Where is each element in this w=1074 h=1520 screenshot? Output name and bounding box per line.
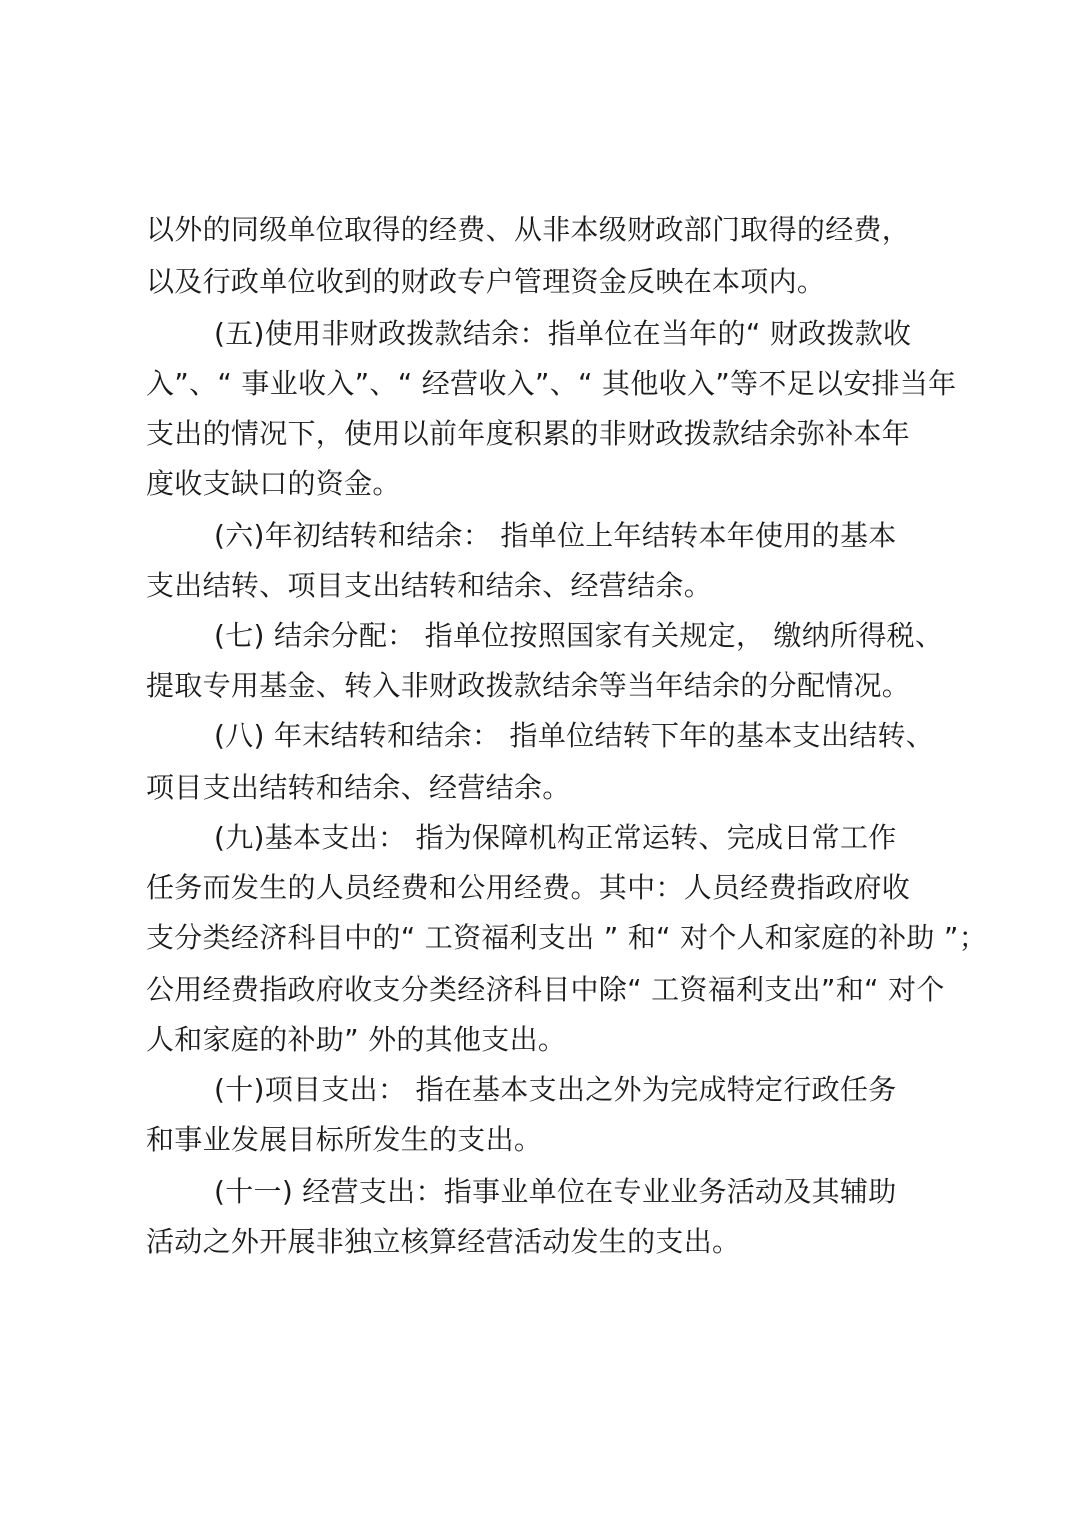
text-line: 活动之外开展非独立核算经营活动发生的支出。 [146,1225,741,1258]
text-line: 入”、“ 事业收入”、“ 经营收入”、“ 其他收入”等不足以安排当年 [146,367,957,400]
text-line: 度收支缺口的资金。 [146,467,401,500]
text-line: (六)年初结转和结余： 指单位上年结转本年使用的基本 [214,519,897,552]
text-line: 支出的情况下，使用以前年度积累的非财政拨款结余弥补本年 [146,417,911,450]
text-line: (八) 年末结转和结余： 指单位结转下年的基本支出结转、 [214,719,935,752]
text-line: 公用经费指政府收支分类经济科目中除“ 工资福利支出”和“ 对个 [146,973,945,1006]
text-line: (十一) 经营支出：指事业单位在专业业务活动及其辅助 [214,1175,897,1208]
text-line: 和事业发展目标所发生的支出。 [146,1123,543,1156]
text-line: (十)项目支出： 指在基本支出之外为完成特定行政任务 [214,1073,897,1106]
text-line: 支出结转、项目支出结转和结余、经营结余。 [146,569,713,602]
text-line: 以外的同级单位取得的经费、从非本级财政部门取得的经费， [146,213,911,246]
text-line: 提取专用基金、转入非财政拨款结余等当年结余的分配情况。 [146,669,911,702]
text-line: 人和家庭的补助” 外的其他支出。 [146,1023,567,1056]
text-line: (七) 结余分配： 指单位按照国家有关规定， 缴纳所得税、 [214,619,944,652]
text-line: 项目支出结转和结余、经营结余。 [146,771,571,804]
text-line: (九)基本支出： 指为保障机构正常运转、完成日常工作 [214,821,897,854]
text-line: 任务而发生的人员经费和公用经费。其中：人员经费指政府收 [146,871,911,904]
text-line: (五)使用非财政拨款结余：指单位在当年的“ 财政拨款收 [214,317,912,350]
text-line: 以及行政单位收到的财政专户管理资金反映在本项内。 [146,265,826,298]
text-line: 支分类经济科目中的“ 工资福利支出 ” 和“ 对个人和家庭的补助 ”； [146,921,988,954]
